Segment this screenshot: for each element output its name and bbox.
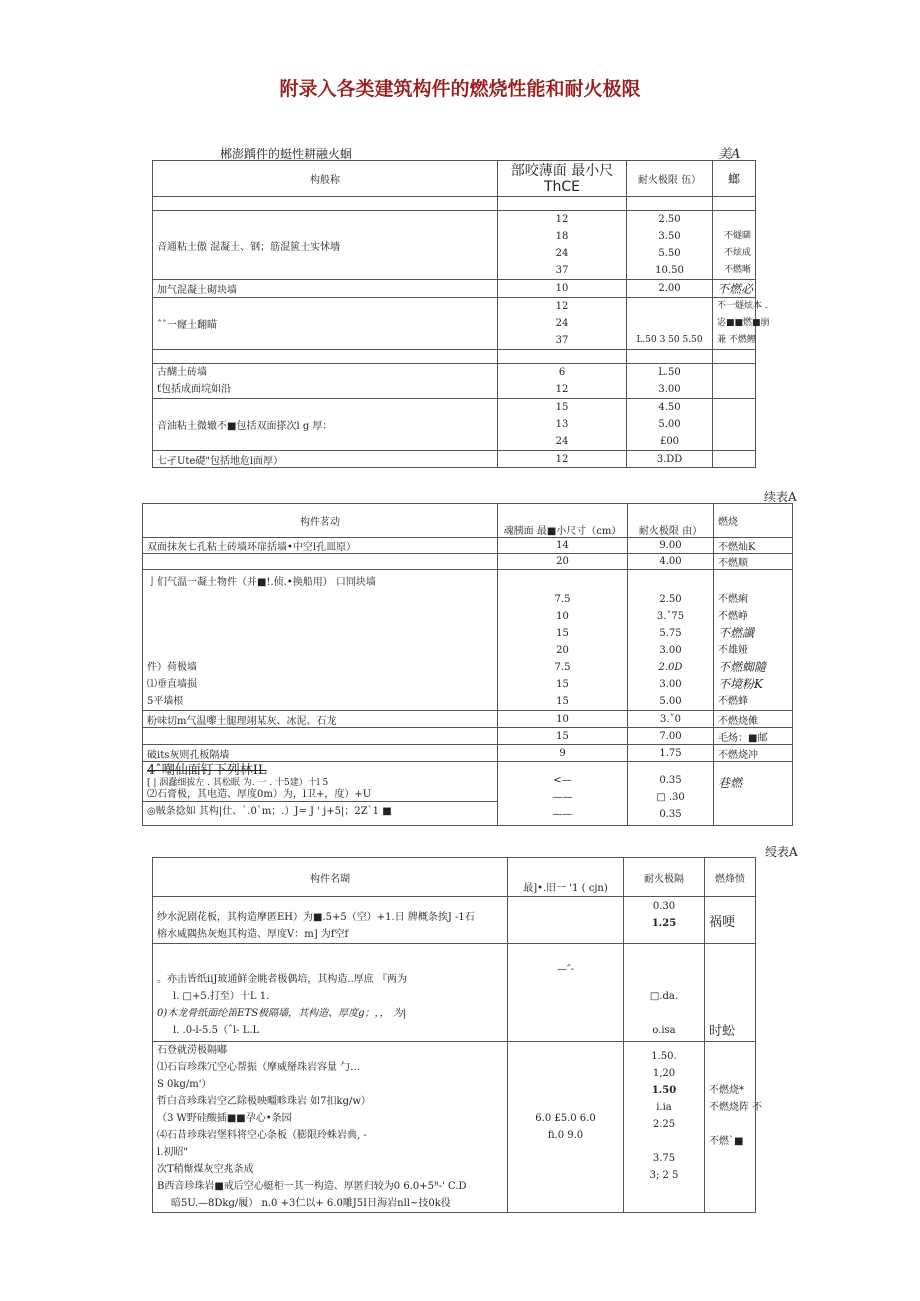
fire-value: 2.00: [627, 280, 713, 298]
size-value: 13: [555, 419, 569, 430]
row-name: 0)木龙骨纸面纶笛ETS极隔墙，其构造、厚度g；，， 为|: [157, 1008, 407, 1019]
table3-header-row: [153, 858, 756, 897]
row-name: 粉味切m气温嚟土腿理翊某灰、冰泥、石龙: [143, 711, 498, 728]
fire-value: 1.50: [651, 1085, 677, 1096]
size-value: ——: [552, 809, 573, 820]
burn-value: 不燧瞓: [723, 231, 751, 241]
table-row: [153, 350, 756, 364]
table1-header-fire: 耐火极限 伍）: [627, 161, 713, 197]
row-name: ⑴石盲珍珠冗空心帮振（摩威掰珠岩容量 勹…: [157, 1062, 361, 1073]
fire-value: □.da.: [649, 991, 679, 1002]
size-value: 18: [555, 231, 569, 242]
size-value: 37: [555, 265, 569, 276]
table-row: [153, 451, 756, 468]
table2: [142, 503, 793, 826]
row-name: 次T稍惭煤灰空兆条成: [157, 1164, 254, 1175]
burn-value: [717, 211, 751, 228]
size-value: 15: [556, 679, 569, 690]
fire-value: 0.35: [659, 809, 682, 820]
row-name: 古醐土砖墙: [157, 367, 207, 378]
burn-value: 不燃讖: [718, 626, 755, 640]
table-row: [143, 570, 793, 711]
burn-value: 不燃烧傩: [714, 711, 793, 728]
row-name: 音油粘土微辙不■包括双面搽次l g 厚：: [153, 399, 498, 451]
fire-value: 3.50: [658, 231, 681, 242]
table2-header-burn: 燃烧: [714, 504, 793, 538]
row-name: 件）荷极墙: [147, 662, 197, 673]
table-row: [153, 211, 756, 280]
fire-value: 2.25: [652, 1119, 676, 1130]
fire-value: L.50: [658, 367, 681, 378]
size-value: 20: [498, 554, 628, 570]
page-title: 附录入各类建筑构件的燃烧性能和耐火极限: [279, 78, 641, 100]
fire-value: 3.75: [652, 1153, 676, 1164]
table-row: [143, 728, 793, 745]
fire-value: i.ia: [656, 1102, 672, 1113]
fire-value: 1.75: [628, 745, 714, 762]
fire-value: 7.00: [628, 728, 714, 745]
size-value: 12: [555, 214, 569, 225]
table3: [152, 857, 763, 1213]
table3-header-fire: 耐火极隔: [624, 858, 705, 897]
fire-value: 9.00: [628, 538, 714, 554]
fire-value: 1.25: [651, 918, 677, 929]
size-value: 6: [558, 367, 566, 378]
table3-header-name: 构件名瑚: [153, 858, 508, 897]
fire-value: 4.00: [628, 554, 714, 570]
row-name: ⑷石昔珍珠岩堡料将空心条板（膨限玲蛛岩典, -: [157, 1130, 367, 1141]
row-name: 七孑Ute礎"包括地危l面厚）: [153, 451, 498, 468]
burn-value: 不燃灿K: [714, 538, 793, 554]
row-name: 4ˆ嘲仙面钉下列林IL: [147, 763, 267, 778]
fire-value: 2.0D: [658, 662, 683, 673]
row-name: ⑴垂直墙损: [147, 679, 197, 690]
burn-value: 不炫成: [723, 248, 751, 258]
burn-value: 不燃烧冲: [714, 745, 793, 762]
table2-header-row: [143, 504, 793, 538]
table2-header-fire: 耐火极限 由）: [628, 504, 714, 538]
size-value: 24: [555, 318, 569, 329]
size-value: 15: [556, 696, 569, 707]
size-value: 9: [498, 745, 628, 762]
size-value: 12: [498, 451, 627, 468]
row-name: B西音珍珠岩■戒后空心蜓柜一其一构造、厚匿归较为0 6.0+5ᴿ-' C.D: [157, 1181, 467, 1192]
row-name: 。亦击皆纸iiJ玻通鲜金眺者极偶培，其构造..厚庶 『两为: [157, 974, 407, 985]
size-value: 12: [555, 384, 569, 395]
row-name: ⑵石膏极，其电造、厚度0m）为，l卫+，度）+U: [143, 788, 497, 802]
row-name: ť包括成面垸如沿: [157, 384, 232, 395]
burn-value: 祸哽: [705, 897, 756, 944]
row-name: ˆˆ一窿土翻瞄: [153, 298, 498, 350]
row-name: 5平墙根: [147, 696, 184, 707]
row-name: S 0kg/m'）: [157, 1079, 212, 1090]
burn-value: 不燃烧阵 不: [709, 1102, 763, 1113]
fire-value: 1.50.: [651, 1051, 677, 1062]
table2-header-size: 魂胰面 最■小尺寸（cm）: [498, 504, 628, 538]
row-name: l. .0-l-5.5（ˆl- L.L: [173, 1025, 260, 1036]
size-value: 7.5: [554, 594, 571, 605]
row-name: l.初昭": [157, 1147, 188, 1158]
burn-value: 不雄娅: [718, 645, 748, 656]
size-value: 24: [555, 248, 569, 259]
size-value: 10: [498, 280, 627, 298]
row-name: 音通粘土傲 混凝土、钢；筋混篋士实怵墻: [153, 211, 498, 280]
row-name: 加气混凝土砌块墙: [153, 280, 498, 298]
size-value: 20: [556, 645, 569, 656]
table-row: [143, 554, 793, 570]
burn-value: 不燃晰: [723, 265, 751, 275]
size-value: ——: [552, 792, 573, 803]
burn-value: 不燃烧*: [709, 1085, 744, 1096]
row-name: l. □+5.打至）十L 1.: [173, 991, 270, 1002]
fire-value: 2.50: [658, 214, 681, 225]
fire-value: 3.ˇ0: [628, 711, 714, 728]
fire-value: 5.00: [658, 419, 681, 430]
burn-value: 巷燃: [714, 762, 793, 826]
burn-value: 时蚣: [705, 944, 756, 1042]
fire-value: □ .30: [656, 792, 685, 803]
table-row: [143, 762, 793, 826]
burn-value: 兼 不燃鲤: [717, 335, 756, 345]
burn-value: 不燃必: [713, 280, 756, 298]
size-value: 10: [556, 611, 569, 622]
table-row: [143, 745, 793, 762]
table3-header-size: 最]•.旧一 '1 ( cjn): [508, 858, 624, 897]
table-row: [153, 197, 756, 211]
size-value: 10: [498, 711, 628, 728]
table-row: [143, 711, 793, 728]
table1-header-name: 构般称: [153, 161, 498, 197]
burn-value: 宓■■燃■崩: [717, 318, 770, 328]
fire-value: 0.30: [652, 901, 676, 912]
size-value: —″-: [508, 944, 624, 1042]
fire-value: 3.DD: [627, 451, 713, 468]
fire-value: 0.35: [659, 775, 682, 786]
fire-value: 3.00: [659, 645, 682, 656]
fire-value: L.50 3 50 5.50: [636, 335, 703, 345]
size-value: fi.0 9.0: [547, 1130, 584, 1141]
burn-value: 不燃痢: [718, 594, 748, 605]
row-name: ◎贼条捻如 其构|仕、ˋ.0ˋm；.）J= J ' j+5|；2Z`1 ■: [147, 806, 392, 817]
fire-value: 3.00: [659, 679, 682, 690]
table1-header-row: [153, 161, 756, 197]
fire-value: 5.00: [659, 696, 682, 707]
table1-caption: 郴澎踽件的蜓性耕融火蛔: [220, 147, 353, 161]
table1-header-burn: 螂: [713, 161, 756, 197]
table-row: [153, 944, 756, 1042]
table-row: [153, 897, 756, 944]
table-row: [153, 298, 756, 350]
row-name: 哲白音珍珠岩空乙除极映疅畛珠岩 如7扣kg/w）: [157, 1096, 371, 1107]
fire-value: 3.ˇ75: [656, 611, 685, 622]
table1-header-size: 部咬薄面 最小尺 ThCE: [498, 161, 627, 197]
row-name: [ | 洇蠢细拔左 . 其松眠 为. 一 . 十5建）十l 5: [147, 778, 329, 788]
burn-value: 不燃顺: [714, 554, 793, 570]
fire-value: 3; 2 5: [649, 1170, 679, 1181]
fire-value: 5.75: [659, 628, 682, 639]
table-row: [143, 538, 793, 554]
table-row: [153, 399, 756, 451]
burn-value: 不燃峥: [718, 611, 748, 622]
size-value: 12: [555, 301, 569, 312]
table-row: [153, 364, 756, 399]
fire-value: 3.00: [658, 384, 681, 395]
row-name: （3 W野硅酸插■■孕心•条园: [157, 1113, 292, 1124]
table3-caption-right: 绶表A: [765, 845, 798, 859]
row-name: 破its灰则孔板隔墙: [143, 745, 498, 762]
row-name: 石登就涝极隔嘟: [157, 1045, 227, 1056]
size-value: 15: [555, 402, 569, 413]
table1-caption-right: 美A: [718, 147, 741, 162]
burn-value: 不一燧炫本 .: [717, 301, 768, 311]
burn-value: 不燃蜂: [718, 696, 748, 707]
size-value: 15: [556, 628, 569, 639]
size-value: 6.0 £5.0 6.0: [535, 1113, 596, 1124]
row-name: 双面抹灰七孔粘土砖墙环扉括墙•中空l孔皿原）: [143, 538, 498, 554]
burn-value: 不境粉K: [718, 677, 763, 691]
burn-value: 不燃ˋ■: [709, 1136, 744, 1147]
fire-value: 2.50: [659, 594, 682, 605]
burn-value: 毛炀：■邮: [714, 728, 793, 745]
size-value: 15: [498, 728, 628, 745]
size-value: <—: [553, 775, 572, 786]
row-name: 榕水威隅热灰炮其构造、厚度V：m] 为f空f: [157, 929, 349, 940]
fire-value: 5.50: [658, 248, 681, 259]
fire-value: £00: [659, 436, 680, 447]
burn-value: 不燃蜘隨: [718, 660, 767, 674]
size-value: 7.5: [554, 662, 571, 673]
table-row: [153, 1042, 756, 1213]
table1: [152, 160, 770, 468]
fire-value: 1,20: [652, 1068, 676, 1079]
table-row: [153, 280, 756, 298]
fire-value: 4.50: [658, 402, 681, 413]
fire-value: 10.50: [655, 265, 684, 276]
row-name: 纱水泥剧花板，其构造摩匿EH）为■.5+5（空）+1.日 牌概条挨J -1石: [157, 912, 475, 923]
table3-header-burn: 燃烽愤: [705, 858, 756, 897]
size-value: 14: [498, 538, 628, 554]
fire-value: o.isa: [652, 1025, 676, 1036]
size-value: 24: [555, 436, 569, 447]
row-name: 暗5U.—8Dkg/履） n.0 +3仁以+ 6.0雕J5I日海岩nll~技0k役: [171, 1198, 451, 1209]
row-name: 亅们气温一凝土物件（并■!.侦.•换船用） 口冏块墙: [147, 577, 376, 588]
size-value: 37: [555, 335, 569, 346]
table2-caption-right: 续表A: [764, 490, 797, 504]
table2-header-name: 构件茗动: [143, 504, 498, 538]
